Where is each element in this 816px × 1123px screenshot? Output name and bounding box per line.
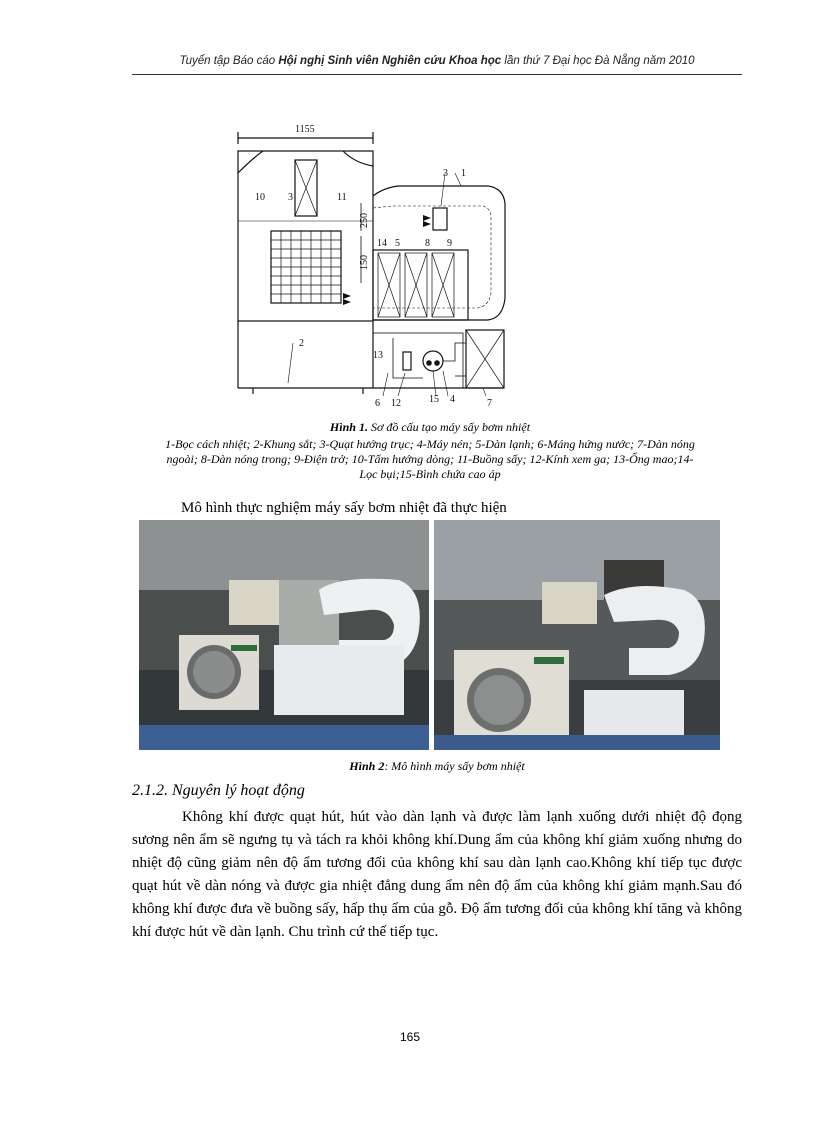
figure1-title — [160, 420, 700, 435]
section-heading: 2.1.2. Nguyên lý hoạt động — [132, 782, 305, 799]
figure2-label: Hình 2 — [349, 759, 385, 773]
part-label-2: 2 — [299, 338, 304, 349]
part-label-1: 1 — [461, 168, 466, 179]
page-number: 165 — [399, 1030, 421, 1044]
part-label-4: 4 — [450, 394, 455, 405]
figure1-label: Hình 1. — [329, 420, 368, 434]
figure1-caption — [160, 420, 700, 482]
figure2-caption-text: : Mô hình máy sấy bơm nhiệt — [384, 759, 525, 773]
section-paragraph: Không khí được quạt hút, hút vào dàn lạnh và được làm lạnh xuống dưới nhiệt độ đọng sương nên ẩm sẽ ngưng tụ và tách ra khỏi không khí.Dung ẩm của không khí giảm xuống nhưng do nhiệt độ cũng giảm nên độ ẩm tương đối của không khí sau dàn lạnh cao.Không khí tiếp tục được quạt hút về dàn nóng và được gia nhiệt đẳng dung ẩm nên độ ẩm của không khí giảm mạnh.Sau đó không khí được đưa về buồng sấy, hấp thụ ẩm của gỗ. Độ ẩm tương đối của không khí tăng và không khí được hút về dàn lạnh. Chu trình cứ thế tiếp tục. — [132, 809, 742, 940]
part-label-15: 15 — [429, 394, 439, 405]
part-label-8: 8 — [425, 238, 430, 249]
part-label-11: 11 — [337, 192, 347, 203]
figure2-caption — [132, 759, 742, 774]
dimension-150: 150 — [359, 255, 370, 270]
part-label-10: 10 — [255, 192, 265, 203]
part-label-3b: 3 — [443, 168, 448, 179]
dimension-250: 250 — [359, 213, 370, 228]
part-label-14: 14 — [377, 238, 387, 249]
prototype-photo-left — [139, 520, 429, 750]
part-label-6: 6 — [375, 398, 380, 409]
part-label-7: 7 — [487, 398, 492, 409]
running-header — [132, 55, 742, 67]
header-suffix: lần thứ 7 Đại học Đà Nẵng năm 2010 — [501, 55, 695, 67]
intro-line: Mô hình thực nghiệm máy sấy bơm nhiệt đã thực hiện — [181, 500, 507, 516]
part-label-3a: 3 — [288, 192, 293, 203]
part-label-9: 9 — [447, 238, 452, 249]
header-rule — [132, 74, 742, 75]
dimension-1155: 1155 — [295, 124, 315, 135]
figure1-title-text: Sơ đồ cấu tạo máy sấy bơm nhiệt — [367, 420, 531, 434]
prototype-photo-right — [434, 520, 720, 750]
part-label-12: 12 — [391, 398, 401, 409]
header-bold: Hội nghị Sinh viên Nghiên cứu Khoa học — [278, 55, 502, 67]
part-label-13: 13 — [373, 350, 383, 361]
figure1-legend: 1-Bọc cách nhiệt; 2-Khung sắt; 3-Quạt hướng trục; 4-Máy nén; 5-Dàn lạnh; 6-Máng hứng nước; 7-Dàn nóng ngoài; 8-Dàn nóng trong; 9-Điện trở; 10-Tấm hướng dòng; 11-Buồng sấy; 12-Kính xem ga; 13-Ống mao;14-Lọc bụi;15-Bình chứa cao áp — [165, 437, 695, 481]
part-label-5: 5 — [395, 238, 400, 249]
heat-pump-dryer-schematic — [233, 118, 523, 418]
header-prefix: Tuyển tập Báo cáo — [179, 55, 279, 67]
